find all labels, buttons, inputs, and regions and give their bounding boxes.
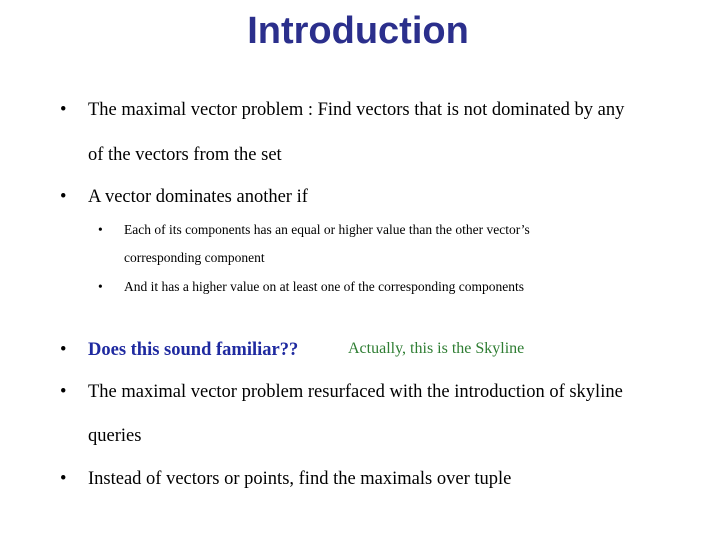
point-2-line-1: A vector dominates another if (88, 187, 308, 207)
bullet: • (60, 382, 67, 402)
bullet: • (60, 187, 67, 207)
bullet: • (60, 340, 67, 360)
slide-title: Introduction (247, 10, 469, 52)
point-2-sub-2-line-1: And it has a higher value on at least one of the corresponding components (124, 279, 525, 294)
question-text: Does this sound familiar?? (88, 340, 299, 360)
point-4-line-2: queries (88, 426, 142, 446)
sub-bullet: • (98, 279, 103, 294)
point-1-line-1: The maximal vector problem : Find vectors that is not dominated by any (88, 100, 625, 120)
point-1-line-2: of the vectors from the set (88, 145, 282, 165)
answer-text: Actually, this is the Skyline (348, 340, 525, 357)
point-4-line-1: The maximal vector problem resurfaced with the introduction of skyline (88, 382, 623, 402)
bullet: • (60, 100, 67, 120)
bullet: • (60, 469, 67, 489)
point-2-sub-1-line-1: Each of its components has an equal or higher value than the other vector’s (124, 222, 530, 237)
point-2-sub-1-line-2: corresponding component (124, 250, 265, 265)
sub-bullet: • (98, 222, 103, 237)
point-5-line-1: Instead of vectors or points, find the maximals over tuple (88, 469, 512, 489)
